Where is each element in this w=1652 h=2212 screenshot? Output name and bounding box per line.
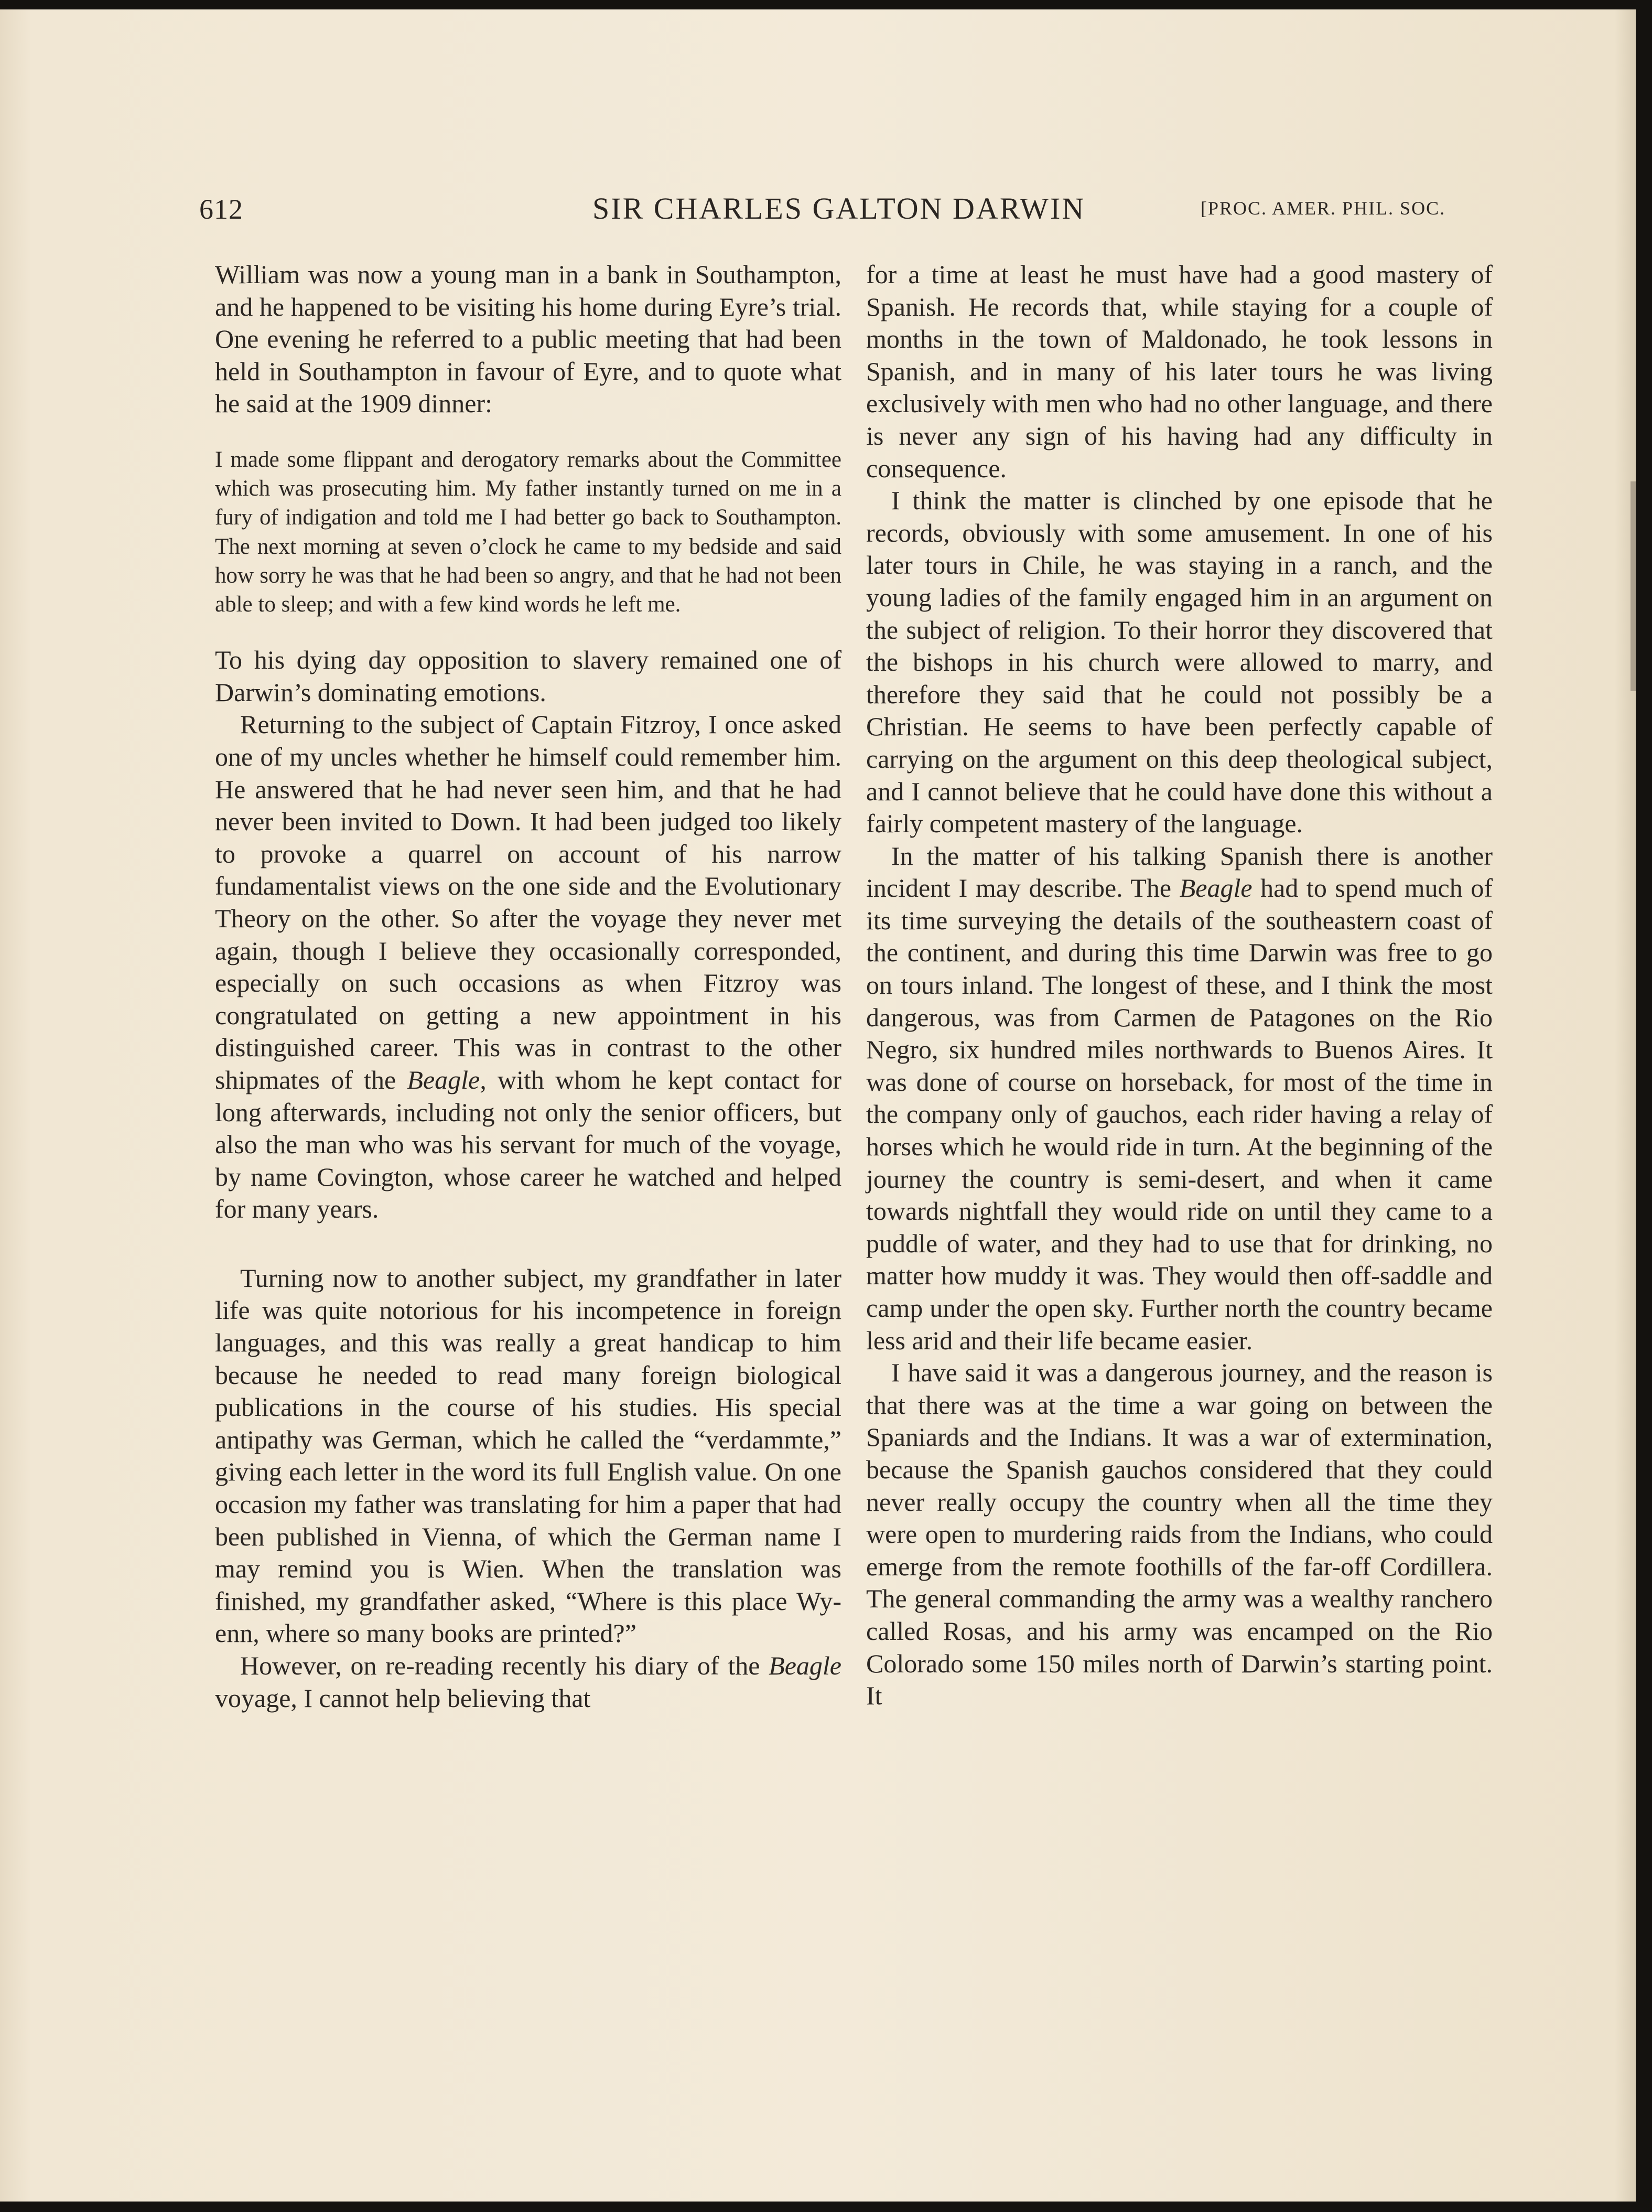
paragraph: To his dying day opposition to slavery remained one of Darwin’s dominating emotions. [215, 645, 841, 707]
paragraph: William was now a young man in a bank in Southampton, and he happened to be visiting his home during Eyre’s trial. One evening he referred to a public meeting that had been held in Southampton in favour of Eyre, and to quote what he said at the 1909 dinner: [215, 260, 841, 418]
paragraph: Turning now to another subject, my grandfather in later life was quite notorious for his incompetence in foreign languages, and this was really a great handicap to him because he needed to read many foreign biological publications in the course of his studies. His special antipathy was German, which he called the “verdammte,” giving each letter in the word its full English value. On one occasion my father was translating for him a paper that had been published in Vienna, of which the German name I may remind you is Wien. When the translation was finished, my grandfather asked, “Where is this place Wy-enn, where so many books are printed?” [215, 1263, 841, 1648]
left-column [215, 259, 841, 1714]
document-page [0, 9, 1636, 2202]
running-title: SIR CHARLES GALTON DARWIN [592, 191, 1086, 226]
journal-reference: [PROC. AMER. PHIL. SOC. [1201, 198, 1446, 219]
paragraph: In the matter of his talking Spanish there is another incident I may describe. The Beagle had to spend much of its time surveying the details of the southeastern coast of the continent, and during this time Darwin was free to go on tours inland. The longest of these, and I think the most dangerous, was from Carmen de Patagones on the Rio Negro, six hundred miles northwards to Buenos Aires. It was done of course on horseback, for most of the time in the company only of gauchos, each rider having a relay of horses which he would ride in turn. At the beginning of the journey the country is semi-desert, and when it came towards nightfall they would ride on until they came to a puddle of water, and they had to use that for drinking, no matter how muddy it was. They would then off-saddle and camp under the open sky. Further north the country became less arid and their life became easier. [866, 841, 1493, 1355]
page-number: 612 [199, 194, 243, 225]
right-column [866, 259, 1493, 1712]
page-edge-shadow [1631, 481, 1636, 691]
paragraph: However, on re-reading recently his diary of the Beagle voyage, I cannot help believing that [215, 1651, 841, 1713]
page-header [0, 188, 1636, 240]
section-break [215, 1226, 841, 1262]
paragraph: Returning to the subject of Captain Fitzroy, I once asked one of my uncles whether he himself could remember him. He answered that he had never seen him, and that he had never been invited to Down. It had been judged too likely to provoke a quarrel on account of his narrow fundamentalist views on the one side and the Evolutionary Theory on the other. So after the voyage they never met again, though I believe they occasionally corresponded, especially on such occasions as when Fitzroy was congratulated on getting a new appointment in his distinguished career. This was in contrast to the other shipmates of the Beagle, with whom he kept contact for long afterwards, including not only the senior officers, but also the man who was his servant for much of the voyage, by name Covington, whose career he watched and helped for many years. [215, 710, 841, 1224]
block-quote: I made some flippant and derogatory remarks about the Committee which was prosecuting him. My father instantly turned on me in a fury of indigation and told me I had better go back to Southampton. The next morning at seven o’clock he came to my bedside and said how sorry he was that he had been so angry, and that he had not been able to sleep; and with a few kind words he left me. [215, 447, 841, 617]
paragraph: I have said it was a dangerous journey, and the reason is that there was at the time a war going on between the Spaniards and the Indians. It was a war of extermination, because the Spanish gauchos considered that they could never really occupy the country when all the time they were open to murdering raids from the Indians, who could emerge from the remote foothills of the far-off Cordillera. The general commanding the army was a wealthy ranchero called Rosas, and his army was encamped on the Rio Colorado some 150 miles north of Darwin’s starting point. It [866, 1358, 1493, 1711]
paragraph: for a time at least he must have had a good mastery of Spanish. He records that, while staying for a couple of months in the town of Maldonado, he took lessons in Spanish, and in many of his later tours he was living exclusively with men who had no other language, and there is never any sign of his having had any difficulty in consequence. [866, 260, 1493, 483]
paragraph: I think the matter is clinched by one episode that he records, obviously with some amusement. In one of his later tours in Chile, he was staying in a ranch, and the young ladies of the family engaged him in an argument on the subject of religion. To their horror they discovered that the bishops in his church were allowed to marry, and therefore they said that he could not possibly be a Christian. He seems to have been perfectly capable of carrying on the argument on this deep theological subject, and I cannot believe that he could have done this without a fairly competent mastery of the language. [866, 486, 1493, 839]
